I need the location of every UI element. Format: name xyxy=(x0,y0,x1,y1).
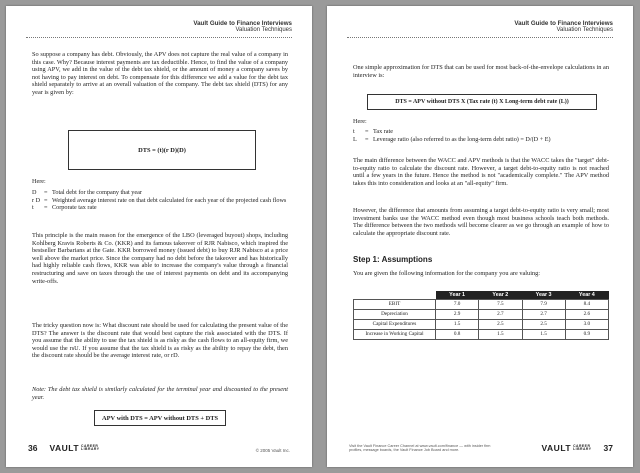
definition-row: D = Total debt for the company that year xyxy=(32,189,288,196)
page-36 xyxy=(6,6,312,467)
definition-row: L = Leverage ratio (also referred to as the long-term debt ratio) = D/(D + E) xyxy=(353,136,609,143)
table-cell: 2.5 xyxy=(522,319,565,329)
column-header: Year 3 xyxy=(522,291,565,299)
page-number: 37 xyxy=(603,443,613,453)
table-cell: 7.9 xyxy=(522,299,565,309)
formula-box xyxy=(68,130,256,170)
definition-value: Tax rate xyxy=(373,128,394,136)
definition-key: t xyxy=(32,204,34,212)
paragraph: You are given the following information for the company you are valuing: xyxy=(353,270,540,277)
table-cell: 2.5 xyxy=(479,319,522,329)
row-label: Depreciation xyxy=(354,309,436,319)
table-cell: 2.7 xyxy=(479,309,522,319)
paragraph: However, the difference that amounts from assuming a target debt-to-equity ratio is very small; most investment banks use the WACC method even though most business schools teach both methods. The difference between the two methods will become clearer as we go through an example of how to calculate the appropriate discount rate. xyxy=(353,207,609,237)
header-rule xyxy=(26,37,292,38)
table-cell: 2.7 xyxy=(522,309,565,319)
column-header: Year 1 xyxy=(436,291,479,299)
paragraph: One simple approximation for DTS that can be used for most back-of-the-envelope calculations in an interview is: xyxy=(353,64,609,79)
definition-key: D xyxy=(32,189,37,197)
copyright: © 2005 Vault Inc. xyxy=(255,448,290,453)
definition-value: Leverage ratio (also referred to as the long-term debt ratio) = D/(D + E) xyxy=(373,135,551,143)
vault-logo: VAULT CAREER LIBRARY xyxy=(541,443,592,453)
vault-logo: VAULT CAREER LIBRARY xyxy=(49,443,100,453)
column-header: Year 2 xyxy=(479,291,522,299)
running-header xyxy=(514,20,613,33)
table-row xyxy=(354,319,609,329)
table-cell: 0.9 xyxy=(565,329,608,339)
step-heading: Step 1: Assumptions xyxy=(353,255,433,264)
definition-key: L xyxy=(353,135,357,143)
page-37 xyxy=(327,6,633,467)
table-cell: 2.9 xyxy=(436,309,479,319)
formula-box xyxy=(367,94,597,110)
row-label: Increase in Working Capital xyxy=(354,329,436,339)
column-header: Year 4 xyxy=(565,291,608,299)
header-rule xyxy=(347,37,613,38)
header-title: Vault Guide to Finance Interviews xyxy=(514,20,613,27)
definition-key: r D xyxy=(32,196,41,204)
here-label: Here: xyxy=(353,118,367,125)
definitions xyxy=(353,118,609,143)
paragraph: This principle is the main reason for the emergence of the LBO (leveraged buyout) shops, including Kohlberg Kravis Roberts & Co. (KKR) and its famous takeover of RJR Nabisco, which inspired the bestseller Barbarians at the Gate. KKR borrowed money (issued debt) to buy RJR Nabisco at a price well above the market price. Since the company had no debt before the takeover and has historically had highly reliable cash flows, KKR was able to increase the company's value through a financial restructuring and save on taxes through the use of interest payments on debt and its accompanying write-offs. xyxy=(32,232,288,285)
footer-note: Visit the Vault Finance Career Channel at www.vault.com/finance — with insider firm profiles, message boards, the Vault Finance Job Board and more. xyxy=(349,443,491,453)
formula-text: DTS = APV without DTS X (Tax rate (t) X Long-term debt rate (L)) xyxy=(395,99,569,105)
page-number: 36 xyxy=(28,443,38,453)
table-row xyxy=(354,329,609,339)
table-cell: 7.5 xyxy=(479,299,522,309)
header-subtitle: Valuation Techniques xyxy=(556,27,613,33)
table-row xyxy=(354,309,609,319)
table-cell: 1.5 xyxy=(522,329,565,339)
table-cell: 7.0 xyxy=(436,299,479,309)
definition-row: t = Corporate tax rate xyxy=(32,204,288,211)
assumptions-table xyxy=(353,291,609,340)
note: Note: The debt tax shield is similarly calculated for the terminal year and discounted to the present year. xyxy=(32,386,288,401)
table-cell: 1.5 xyxy=(436,319,479,329)
table-cell: 1.5 xyxy=(479,329,522,339)
table-cell: 0.8 xyxy=(436,329,479,339)
page-footer xyxy=(542,443,614,453)
formula-text: APV with DTS = APV without DTS + DTS xyxy=(101,415,219,422)
table-row xyxy=(354,299,609,309)
row-label: Capital Expenditures xyxy=(354,319,436,329)
header-subtitle: Valuation Techniques xyxy=(235,27,292,33)
definition-row: t = Tax rate xyxy=(353,128,609,135)
header-title: Vault Guide to Finance Interviews xyxy=(193,20,292,27)
table-cell: 3.0 xyxy=(565,319,608,329)
row-label: EBIT xyxy=(354,299,436,309)
table-header-row xyxy=(354,291,609,299)
paragraph: The main difference between the WACC and APV methods is that the WACC takes the "target" debt-to-equity ratio to calculate the discount rate. However, a target debt-to-equity ratio is not reached until a few years in the future. Hence the method is not "academically complete." The APV method takes this into consideration and looks at an "all-equity" firm. xyxy=(353,157,609,187)
running-header xyxy=(193,20,292,33)
formula-box xyxy=(94,410,226,426)
definition-value: Total debt for the company that year xyxy=(52,189,142,197)
table-cell: 2.6 xyxy=(565,309,608,319)
definition-row: r D = Weighted average interest rate on that debt calculated for each year of the projected cash flows xyxy=(32,196,287,204)
definition-value: Corporate tax rate xyxy=(52,204,97,212)
definition-value: Weighted average interest rate on that debt calculated for each year of the projected cash flows xyxy=(52,196,287,204)
paragraph: The tricky question now is: What discount rate should be used for calculating the present value of the DTS? The answer is the discount rate that would best capture the risk associated with the DTS. If you assume that the ability to use the tax shield is as risky as the cash flows to an all-equity firm, we would use the rsU. If you assume that the tax shield is as risky as the ability to repay the debt, then the discount rate should be the average interest rate, or rD. xyxy=(32,322,288,360)
formula-text: DTS = (t)(r D)(D) xyxy=(138,146,186,154)
page-footer xyxy=(28,443,100,453)
table-cell: 8.4 xyxy=(565,299,608,309)
paragraph: So suppose a company has debt. Obviously, the APV does not capture the real value of a company in this case. Why? Because interest payments are tax deductible. Hence, to find the value of a company using APV, we add in the value of the debt tax shield, or the amount of money a company saves by not having to pay interest on debt. To compensate for this difference we add a value for the debt tax shield separately to arrive at an overall valuation of the company. The debt tax shield (DTS) for any year is given by: xyxy=(32,51,288,96)
here-label: Here: xyxy=(32,178,46,185)
definition-key: t xyxy=(353,128,355,136)
definitions xyxy=(32,178,288,212)
